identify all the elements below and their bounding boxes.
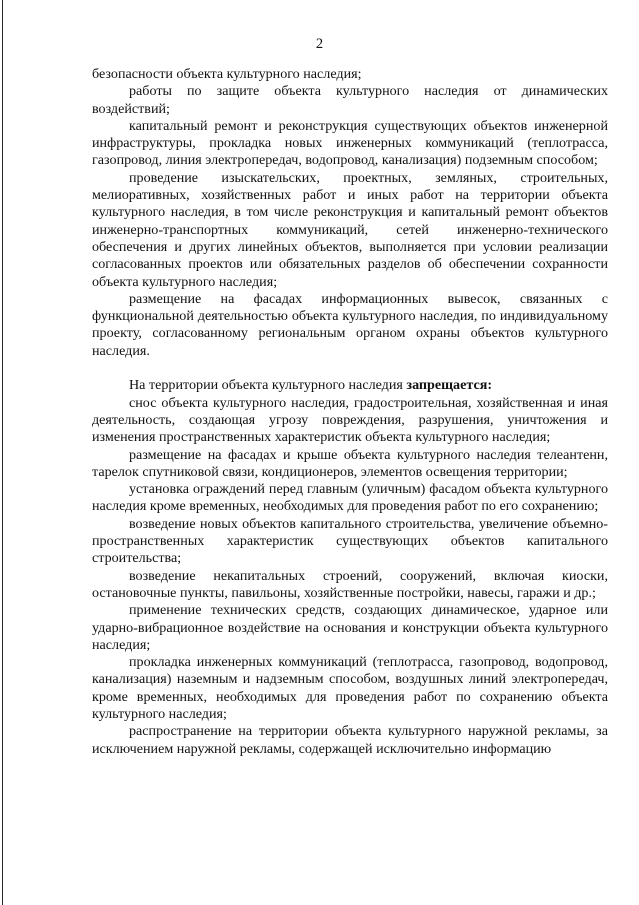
paragraph-new-construction: возведение новых объектов капитального строительства, увеличение объемно-пространственных характеристик существующих объектов капитального строительства; — [92, 515, 608, 567]
paragraph-facade-signs: размещение на фасадах информационных вывесок, связанных с функциональной деятельностью объекта культурного наследия, по индивидуальному проекту, согласованному региональным органом охраны объектов культурного наследия. — [92, 290, 608, 359]
prohibited-heading-prefix: На территории объекта культурного наследия — [129, 377, 407, 394]
prohibited-heading-bold: запрещается: — [406, 377, 493, 394]
paragraph-utilities: прокладка инженерных коммуникаций (теплотрасса, газопровод, водопровод, канализация) наземным и надземным способом, воздушных линий электропередач, кроме временных, необходимых для проведения работ по сохранению объекта культурного наследия; — [92, 654, 608, 722]
page-left-edge-line — [2, 0, 3, 905]
document-body — [92, 66, 608, 758]
paragraph-infrastructure-repair: капитальный ремонт и реконструкция существующих объектов инженерной инфраструктуры, прокладка новых инженерных коммуникаций (теплотрасса, газопровод, линия электропередач, водопровод, канализация) подземным способом; — [92, 117, 608, 169]
paragraph-dynamic-protection: работы по защите объекта культурного наследия от динамических воздействий; — [92, 83, 608, 117]
section-spacer — [92, 360, 608, 377]
paragraph-demolition: снос объекта культурного наследия, градостроительная, хозяйственная и иная деятельность, создающая угрозу повреждения, разрушения, уничтожения и изменения пространственных характеристик объекта культурного наследия; — [92, 394, 608, 446]
paragraph-fences: установка ограждений перед главным (уличным) фасадом объекта культурного наследия кроме временных, необходимых для проведения работ по его сохранению; — [92, 481, 608, 515]
page-number: 2 — [315, 36, 324, 52]
paragraph-survey-works: проведение изыскательских, проектных, земляных, строительных, мелиоративных, хозяйственных работ и иных работ на территории объекта культурного наследия, в том числе реконструкция и капитальный ремонт объектов инженерно-транспортных коммуникаций, сетей инженерно-технического обеспечения и других линейных объектов, выполняется при условии реализации согласованных проектов или обязательных разделов об обеспечении сохранности объекта культурного наследия; — [92, 169, 608, 290]
paragraph-vibration: применение технических средств, создающих динамическое, ударное или ударно-вибрационное воздействие на основания и конструкции объекта культурного наследия; — [92, 602, 608, 653]
paragraph-antennas: размещение на фасадах и крыше объекта культурного наследия телеантенн, тарелок спутниковой связи, кондиционеров, элементов освещения территории; — [92, 446, 608, 480]
paragraph-temporary-structures: возведение некапитальных строений, сооружений, включая киоски, остановочные пункты, павильоны, хозяйственные постройки, навесы, гаражи и др.; — [92, 567, 608, 601]
prohibited-heading — [92, 377, 608, 394]
paragraph-continuation: безопасности объекта культурного наследия; — [92, 66, 362, 82]
paragraph-advertising: распространение на территории объекта культурного наружной рекламы, за исключением наружной рекламы, содержащей исключительно информацию — [92, 723, 608, 757]
